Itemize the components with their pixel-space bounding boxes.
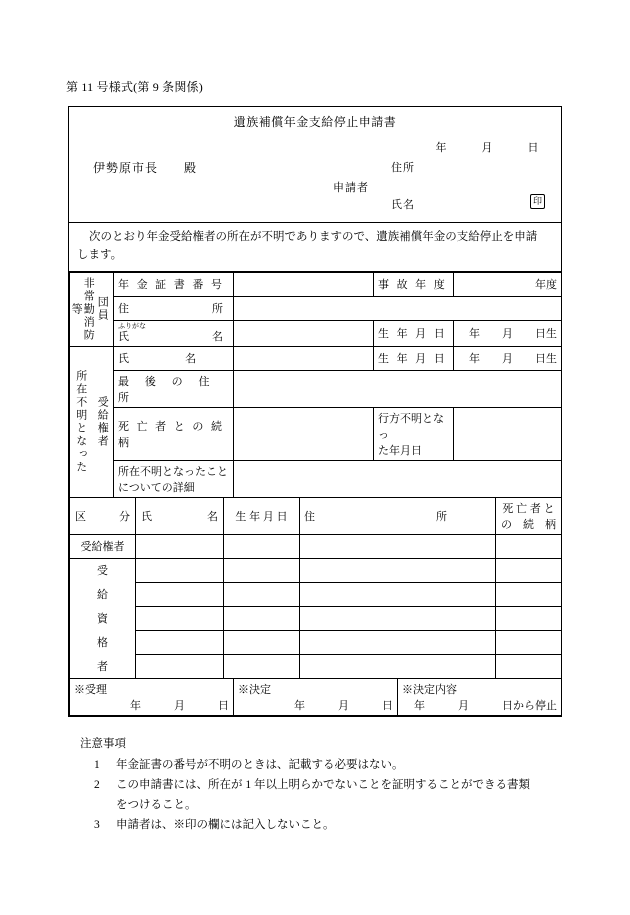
notes-heading: 注意事項 bbox=[80, 738, 126, 750]
cell-address-4[interactable] bbox=[300, 630, 496, 654]
addressee bbox=[93, 159, 197, 176]
seal-icon: 印 bbox=[530, 194, 545, 209]
note-number-3: 3 bbox=[94, 819, 100, 832]
cell-address-2[interactable] bbox=[300, 582, 496, 606]
note-item-1 bbox=[80, 756, 580, 776]
addressee-honorific: 殿 bbox=[184, 161, 198, 175]
missing-birthdate-field[interactable]: 年 月 日生 bbox=[454, 346, 562, 370]
section-missing-table bbox=[69, 346, 562, 498]
form-number: 第 11 号様式(第 9 条関係) bbox=[66, 80, 203, 94]
cell-birthdate-1[interactable] bbox=[224, 558, 300, 582]
member-name-ruby: ふりがな bbox=[118, 321, 146, 330]
member-address-field[interactable] bbox=[234, 296, 562, 320]
form-header bbox=[69, 113, 561, 223]
row-label-eligible-5: 者 bbox=[70, 654, 136, 678]
applicant-name-label: 氏名 bbox=[391, 199, 415, 211]
last-address-label: 最 後 の 住 所 bbox=[114, 370, 234, 407]
office-decision-date: 年 月 日 bbox=[294, 699, 393, 712]
statement-line-2: します。 bbox=[77, 248, 123, 261]
cell-name-0[interactable] bbox=[136, 534, 224, 558]
form-frame bbox=[68, 106, 562, 717]
cell-birthdate-2[interactable] bbox=[224, 582, 300, 606]
missing-details-label: 所在不明となったこと についての詳細 bbox=[114, 460, 234, 497]
accident-year-field[interactable]: 年度 bbox=[454, 272, 562, 296]
cell-birthdate-3[interactable] bbox=[224, 606, 300, 630]
cell-birthdate-4[interactable] bbox=[224, 630, 300, 654]
cell-name-3[interactable] bbox=[136, 606, 224, 630]
note-text-2-cont: をつけること。 bbox=[116, 798, 197, 811]
col-header-name: 氏 名 bbox=[136, 497, 224, 534]
missing-name-field[interactable] bbox=[234, 346, 374, 370]
cell-address-5[interactable] bbox=[300, 654, 496, 678]
col-header-address: 住 所 bbox=[300, 497, 496, 534]
row-label-eligible-4: 格 bbox=[70, 630, 136, 654]
col-header-category: 区 分 bbox=[70, 497, 136, 534]
cell-relation-2[interactable] bbox=[496, 582, 562, 606]
missing-details-field[interactable] bbox=[234, 460, 562, 497]
cell-address-0[interactable] bbox=[300, 534, 496, 558]
statement-block bbox=[69, 223, 561, 272]
cell-relation-5[interactable] bbox=[496, 654, 562, 678]
missing-since-field[interactable] bbox=[454, 407, 562, 460]
header-date-line: 年 月 日 bbox=[435, 142, 539, 154]
relation-to-deceased-field[interactable] bbox=[234, 407, 374, 460]
cell-birthdate-5[interactable] bbox=[224, 654, 300, 678]
section-nonregular-side-label-b: 団員 bbox=[92, 272, 114, 346]
row-label-eligible-3: 資 bbox=[70, 606, 136, 630]
document-title: 遺族補償年金支給停止申請書 bbox=[233, 115, 397, 129]
member-birthdate-label: 生 年 月 日 bbox=[374, 320, 454, 346]
office-decision-cell[interactable] bbox=[234, 678, 398, 715]
note-text-2: この申請書には、所在が 1 年以上明らかでないことを証明することができる書類 bbox=[116, 779, 530, 792]
member-name-label: ふりがな 氏 名 bbox=[114, 320, 234, 346]
office-decision-content-label: ※決定内容 bbox=[402, 683, 457, 696]
cell-name-4[interactable] bbox=[136, 630, 224, 654]
row-label-eligible-1: 受 bbox=[70, 558, 136, 582]
cell-relation-0[interactable] bbox=[496, 534, 562, 558]
note-item-2 bbox=[80, 776, 580, 815]
missing-name-label: 氏 名 bbox=[114, 346, 234, 370]
applicant-address-label: 住所 bbox=[391, 162, 415, 174]
cell-birthdate-0[interactable] bbox=[224, 534, 300, 558]
section-missing-side-label-a: 所在不明となった bbox=[70, 346, 92, 497]
relation-to-deceased-label: 死 亡 者 と の 続 柄 bbox=[114, 407, 234, 460]
note-text-3: 申請者は、※印の欄には記入しないこと。 bbox=[116, 819, 335, 832]
missing-birthdate-label: 生 年 月 日 bbox=[374, 346, 454, 370]
col-header-birthdate: 生 年 月 日 bbox=[224, 497, 300, 534]
office-receipt-label: ※受理 bbox=[74, 683, 107, 696]
beneficiary-table bbox=[69, 497, 562, 679]
pension-certificate-number-field[interactable] bbox=[234, 272, 374, 296]
office-decision-content-cell[interactable] bbox=[398, 678, 562, 715]
col-header-relation: 死 亡 者 と の 続 柄 bbox=[496, 497, 562, 534]
cell-name-1[interactable] bbox=[136, 558, 224, 582]
member-address-label: 住 所 bbox=[114, 296, 234, 320]
office-use-table bbox=[69, 678, 562, 716]
pension-certificate-number-label: 年 金 証 書 番 号 bbox=[114, 272, 234, 296]
cell-relation-1[interactable] bbox=[496, 558, 562, 582]
office-decision-content-date: 年 月 日から停止 bbox=[414, 699, 557, 712]
note-text-1: 年金証書の番号が不明のときは、記載する必要はない。 bbox=[116, 758, 404, 771]
cell-name-5[interactable] bbox=[136, 654, 224, 678]
cell-address-3[interactable] bbox=[300, 606, 496, 630]
member-birthdate-field[interactable]: 年 月 日生 bbox=[454, 320, 562, 346]
section-missing-side-label-b: 受給権者 bbox=[92, 346, 114, 497]
accident-year-label: 事 故 年 度 bbox=[374, 272, 454, 296]
notes-block bbox=[80, 735, 580, 836]
row-label-beneficiary: 受給権者 bbox=[70, 534, 136, 558]
note-number-1: 1 bbox=[94, 758, 100, 771]
section-nonregular-side-label-a: 非常勤消防等 bbox=[70, 272, 92, 346]
statement-line-1: 次のとおり年金受給権者の所在が不明でありますので、遺族補償年金の支給停止を申請 bbox=[89, 231, 538, 243]
applicant-label: 申請者 bbox=[333, 182, 369, 194]
office-receipt-date: 年 月 日 bbox=[130, 699, 229, 712]
cell-relation-3[interactable] bbox=[496, 606, 562, 630]
cell-name-2[interactable] bbox=[136, 582, 224, 606]
last-address-field[interactable] bbox=[234, 370, 562, 407]
section-nonregular-table bbox=[69, 272, 562, 347]
member-name-field[interactable] bbox=[234, 320, 374, 346]
note-item-3 bbox=[80, 816, 580, 836]
missing-since-label: 行方不明となっ た年月日 bbox=[374, 407, 454, 460]
row-label-eligible-2: 給 bbox=[70, 582, 136, 606]
addressee-name: 伊勢原市長 bbox=[93, 161, 159, 175]
cell-relation-4[interactable] bbox=[496, 630, 562, 654]
note-number-2: 2 bbox=[94, 779, 100, 792]
office-receipt-cell[interactable] bbox=[70, 678, 234, 715]
office-decision-label: ※決定 bbox=[238, 683, 271, 696]
cell-address-1[interactable] bbox=[300, 558, 496, 582]
